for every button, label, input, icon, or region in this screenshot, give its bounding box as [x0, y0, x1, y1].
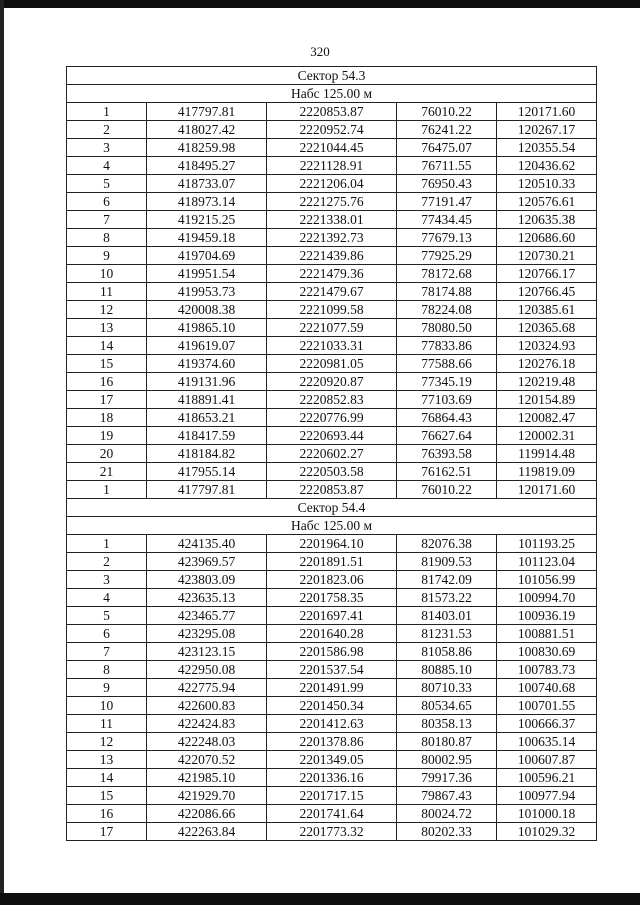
point-number: 13	[67, 319, 147, 337]
point-number: 5	[67, 175, 147, 193]
coord-x: 418973.14	[147, 193, 267, 211]
coord-y: 2201412.63	[267, 715, 397, 733]
coord-x: 421985.10	[147, 769, 267, 787]
local-y: 120276.18	[497, 355, 597, 373]
coord-x: 423969.57	[147, 553, 267, 571]
coord-x: 418184.82	[147, 445, 267, 463]
local-x: 76162.51	[397, 463, 497, 481]
point-number: 7	[67, 211, 147, 229]
local-x: 76864.43	[397, 409, 497, 427]
coord-x: 418891.41	[147, 391, 267, 409]
point-number: 20	[67, 445, 147, 463]
coord-y: 2221479.36	[267, 265, 397, 283]
coord-x: 422600.83	[147, 697, 267, 715]
coord-y: 2220853.87	[267, 481, 397, 499]
coord-x: 419374.60	[147, 355, 267, 373]
local-x: 81231.53	[397, 625, 497, 643]
point-number: 1	[67, 535, 147, 553]
table-row	[67, 553, 597, 571]
coord-y: 2220853.87	[267, 103, 397, 121]
table-row	[67, 355, 597, 373]
coord-y: 2201823.06	[267, 571, 397, 589]
table-row	[67, 733, 597, 751]
coord-x: 419619.07	[147, 337, 267, 355]
point-number: 1	[67, 103, 147, 121]
local-y: 119914.48	[497, 445, 597, 463]
local-y: 120576.61	[497, 193, 597, 211]
point-number: 9	[67, 247, 147, 265]
table-row	[67, 427, 597, 445]
coord-x: 422950.08	[147, 661, 267, 679]
table-row	[67, 319, 597, 337]
coord-y: 2221033.31	[267, 337, 397, 355]
sector-subtitle-row	[67, 85, 597, 103]
sector-subtitle-row	[67, 517, 597, 535]
coord-y: 2221479.67	[267, 283, 397, 301]
table-row	[67, 301, 597, 319]
local-y: 100740.68	[497, 679, 597, 697]
coord-y: 2221392.73	[267, 229, 397, 247]
table-row	[67, 589, 597, 607]
local-x: 80885.10	[397, 661, 497, 679]
point-number: 14	[67, 337, 147, 355]
local-x: 79917.36	[397, 769, 497, 787]
local-x: 80180.87	[397, 733, 497, 751]
table-row	[67, 535, 597, 553]
coord-x: 420008.38	[147, 301, 267, 319]
coord-x: 422248.03	[147, 733, 267, 751]
coord-y: 2221044.45	[267, 139, 397, 157]
local-x: 80534.65	[397, 697, 497, 715]
coord-x: 422086.66	[147, 805, 267, 823]
point-number: 14	[67, 769, 147, 787]
local-y: 120766.17	[497, 265, 597, 283]
local-y: 119819.09	[497, 463, 597, 481]
table-row	[67, 571, 597, 589]
scan-top-border	[0, 0, 640, 8]
local-x: 77925.29	[397, 247, 497, 265]
local-x: 77434.45	[397, 211, 497, 229]
local-y: 101123.04	[497, 553, 597, 571]
coord-y: 2201349.05	[267, 751, 397, 769]
local-x: 77345.19	[397, 373, 497, 391]
coord-y: 2201586.98	[267, 643, 397, 661]
point-number: 16	[67, 373, 147, 391]
point-number: 13	[67, 751, 147, 769]
page-number: 320	[310, 44, 330, 59]
point-number: 16	[67, 805, 147, 823]
point-number: 2	[67, 553, 147, 571]
coord-y: 2221338.01	[267, 211, 397, 229]
table-row	[67, 139, 597, 157]
local-y: 101193.25	[497, 535, 597, 553]
point-number: 11	[67, 283, 147, 301]
table-row	[67, 445, 597, 463]
local-x: 78224.08	[397, 301, 497, 319]
point-number: 15	[67, 787, 147, 805]
local-y: 100607.87	[497, 751, 597, 769]
local-x: 76393.58	[397, 445, 497, 463]
point-number: 3	[67, 139, 147, 157]
local-x: 76475.07	[397, 139, 497, 157]
point-number: 5	[67, 607, 147, 625]
coord-y: 2221099.58	[267, 301, 397, 319]
local-x: 80358.13	[397, 715, 497, 733]
sector-title: Сектор 54.4	[67, 499, 597, 517]
point-number: 12	[67, 733, 147, 751]
table-row	[67, 265, 597, 283]
point-number: 10	[67, 265, 147, 283]
coord-y: 2220503.58	[267, 463, 397, 481]
local-x: 81058.86	[397, 643, 497, 661]
table-row	[67, 805, 597, 823]
coord-x: 419704.69	[147, 247, 267, 265]
coord-x: 422070.52	[147, 751, 267, 769]
local-x: 81742.09	[397, 571, 497, 589]
point-number: 10	[67, 697, 147, 715]
point-number: 1	[67, 481, 147, 499]
point-number: 6	[67, 193, 147, 211]
table-row	[67, 103, 597, 121]
coord-x: 423295.08	[147, 625, 267, 643]
table-row	[67, 787, 597, 805]
table-row	[67, 823, 597, 841]
table-row	[67, 607, 597, 625]
table-row	[67, 157, 597, 175]
point-number: 11	[67, 715, 147, 733]
point-number: 7	[67, 643, 147, 661]
coordinates-table	[66, 66, 597, 841]
local-x: 78080.50	[397, 319, 497, 337]
local-x: 80202.33	[397, 823, 497, 841]
coord-y: 2201378.86	[267, 733, 397, 751]
local-y: 120154.89	[497, 391, 597, 409]
coord-x: 419953.73	[147, 283, 267, 301]
coord-x: 418495.27	[147, 157, 267, 175]
scan-left-edge	[0, 0, 4, 905]
sector-subtitle: Набс 125.00 м	[67, 517, 597, 535]
local-x: 77833.86	[397, 337, 497, 355]
table-row	[67, 211, 597, 229]
table-row	[67, 121, 597, 139]
table-row	[67, 193, 597, 211]
table-row	[67, 481, 597, 499]
coord-y: 2220952.74	[267, 121, 397, 139]
local-y: 120436.62	[497, 157, 597, 175]
coord-x: 419459.18	[147, 229, 267, 247]
coord-x: 419131.96	[147, 373, 267, 391]
local-y: 120766.45	[497, 283, 597, 301]
coord-y: 2201450.34	[267, 697, 397, 715]
local-x: 76010.22	[397, 481, 497, 499]
coord-x: 417955.14	[147, 463, 267, 481]
local-y: 120002.31	[497, 427, 597, 445]
coord-y: 2220920.87	[267, 373, 397, 391]
local-y: 120635.38	[497, 211, 597, 229]
coord-x: 418733.07	[147, 175, 267, 193]
local-x: 77679.13	[397, 229, 497, 247]
coord-x: 423465.77	[147, 607, 267, 625]
point-number: 19	[67, 427, 147, 445]
local-y: 101000.18	[497, 805, 597, 823]
local-x: 82076.38	[397, 535, 497, 553]
coord-y: 2201537.54	[267, 661, 397, 679]
point-number: 12	[67, 301, 147, 319]
point-number: 3	[67, 571, 147, 589]
coord-x: 423635.13	[147, 589, 267, 607]
local-y: 120365.68	[497, 319, 597, 337]
point-number: 4	[67, 157, 147, 175]
local-x: 81403.01	[397, 607, 497, 625]
table-row	[67, 625, 597, 643]
local-x: 80024.72	[397, 805, 497, 823]
point-number: 2	[67, 121, 147, 139]
local-y: 100830.69	[497, 643, 597, 661]
coord-y: 2221275.76	[267, 193, 397, 211]
point-number: 8	[67, 661, 147, 679]
point-number: 4	[67, 589, 147, 607]
coord-x: 418653.21	[147, 409, 267, 427]
coord-y: 2201741.64	[267, 805, 397, 823]
local-y: 100666.37	[497, 715, 597, 733]
table-row	[67, 715, 597, 733]
table-row	[67, 697, 597, 715]
point-number: 6	[67, 625, 147, 643]
local-y: 100936.19	[497, 607, 597, 625]
coordinates-table-body	[67, 67, 597, 841]
table-row	[67, 229, 597, 247]
sector-subtitle: Набс 125.00 м	[67, 85, 597, 103]
coord-y: 2221128.91	[267, 157, 397, 175]
coord-y: 2201758.35	[267, 589, 397, 607]
sector-title: Сектор 54.3	[67, 67, 597, 85]
local-y: 100881.51	[497, 625, 597, 643]
local-x: 80710.33	[397, 679, 497, 697]
local-x: 77588.66	[397, 355, 497, 373]
point-number: 17	[67, 391, 147, 409]
coord-x: 422775.94	[147, 679, 267, 697]
local-x: 76627.64	[397, 427, 497, 445]
local-x: 78172.68	[397, 265, 497, 283]
local-y: 100994.70	[497, 589, 597, 607]
table-row	[67, 463, 597, 481]
coord-y: 2221077.59	[267, 319, 397, 337]
local-y: 120510.33	[497, 175, 597, 193]
coord-x: 418027.42	[147, 121, 267, 139]
local-x: 77191.47	[397, 193, 497, 211]
local-x: 80002.95	[397, 751, 497, 769]
local-y: 100596.21	[497, 769, 597, 787]
coord-x: 419951.54	[147, 265, 267, 283]
local-y: 100783.73	[497, 661, 597, 679]
local-y: 120267.17	[497, 121, 597, 139]
coord-y: 2220852.83	[267, 391, 397, 409]
table-row	[67, 247, 597, 265]
local-y: 120171.60	[497, 481, 597, 499]
table-row	[67, 769, 597, 787]
table-row	[67, 373, 597, 391]
local-y: 100701.55	[497, 697, 597, 715]
scan-bottom-border	[0, 893, 640, 905]
coord-x: 422424.83	[147, 715, 267, 733]
local-y: 120082.47	[497, 409, 597, 427]
coord-y: 2220981.05	[267, 355, 397, 373]
local-x: 76241.22	[397, 121, 497, 139]
table-row	[67, 409, 597, 427]
sector-title-row	[67, 499, 597, 517]
table-row	[67, 337, 597, 355]
coord-x: 419865.10	[147, 319, 267, 337]
coord-y: 2201891.51	[267, 553, 397, 571]
table-row	[67, 679, 597, 697]
coord-x: 419215.25	[147, 211, 267, 229]
local-y: 120171.60	[497, 103, 597, 121]
local-y: 100635.14	[497, 733, 597, 751]
coord-x: 423803.09	[147, 571, 267, 589]
sector-title-row	[67, 67, 597, 85]
point-number: 9	[67, 679, 147, 697]
local-y: 120355.54	[497, 139, 597, 157]
coord-y: 2220693.44	[267, 427, 397, 445]
coord-x: 422263.84	[147, 823, 267, 841]
table-row	[67, 751, 597, 769]
coord-x: 418417.59	[147, 427, 267, 445]
local-x: 77103.69	[397, 391, 497, 409]
local-y: 120219.48	[497, 373, 597, 391]
local-x: 76950.43	[397, 175, 497, 193]
coord-y: 2220776.99	[267, 409, 397, 427]
local-y: 120324.93	[497, 337, 597, 355]
coord-y: 2201717.15	[267, 787, 397, 805]
coord-x: 417797.81	[147, 103, 267, 121]
coord-y: 2221206.04	[267, 175, 397, 193]
point-number: 15	[67, 355, 147, 373]
coord-x: 421929.70	[147, 787, 267, 805]
local-y: 101056.99	[497, 571, 597, 589]
coord-y: 2201697.41	[267, 607, 397, 625]
coord-y: 2201336.16	[267, 769, 397, 787]
local-y: 120385.61	[497, 301, 597, 319]
local-x: 81909.53	[397, 553, 497, 571]
point-number: 18	[67, 409, 147, 427]
table-row	[67, 283, 597, 301]
local-y: 100977.94	[497, 787, 597, 805]
coord-x: 424135.40	[147, 535, 267, 553]
point-number: 17	[67, 823, 147, 841]
coord-x: 418259.98	[147, 139, 267, 157]
coord-x: 423123.15	[147, 643, 267, 661]
local-x: 76010.22	[397, 103, 497, 121]
coord-y: 2201491.99	[267, 679, 397, 697]
point-number: 8	[67, 229, 147, 247]
coord-y: 2201640.28	[267, 625, 397, 643]
table-row	[67, 391, 597, 409]
coord-y: 2220602.27	[267, 445, 397, 463]
local-y: 120686.60	[497, 229, 597, 247]
point-number: 21	[67, 463, 147, 481]
coord-x: 417797.81	[147, 481, 267, 499]
table-row	[67, 175, 597, 193]
local-y: 120730.21	[497, 247, 597, 265]
table-row	[67, 643, 597, 661]
local-x: 76711.55	[397, 157, 497, 175]
local-y: 101029.32	[497, 823, 597, 841]
coord-y: 2201964.10	[267, 535, 397, 553]
local-x: 78174.88	[397, 283, 497, 301]
local-x: 79867.43	[397, 787, 497, 805]
coord-y: 2201773.32	[267, 823, 397, 841]
table-row	[67, 661, 597, 679]
local-x: 81573.22	[397, 589, 497, 607]
coord-y: 2221439.86	[267, 247, 397, 265]
